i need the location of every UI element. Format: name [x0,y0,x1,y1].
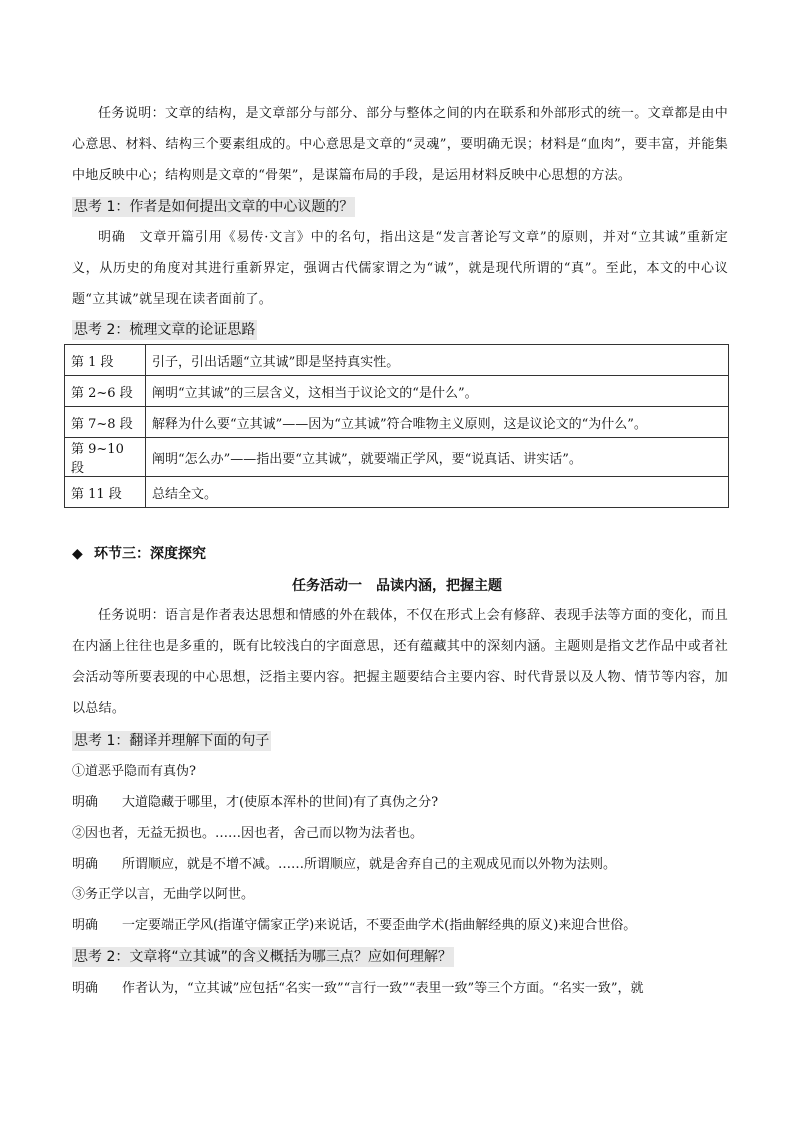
answer-line-3 [72,916,728,936]
description-cell: 阐明“立其诚”的三层含义，这相当于议论文的“是什么”。 [146,376,729,407]
argument-structure-table [64,344,729,508]
answer-text: 大道隐藏于哪里，才(使原本浑朴的世间)有了真伪之分? [122,795,439,810]
description-cell: 阐明“怎么办”——指出要“立其诚”，就要端正学风，要“说真话、讲实话”。 [146,438,729,477]
answer-label: 明确 [72,795,99,810]
section-title: 环节三：深度探究 [94,546,206,562]
answer-text: 作者认为，“立其诚”应包括“名实一致”“言行一致”“表里一致”等三个方面。“名实一致”，就 [122,981,644,996]
answer-text: 一定要端正学风(指谨守儒家正学)来说话，不要歪曲学术(指曲解经典的原义)来迎合世俗。 [122,918,637,933]
description-cell: 引子，引出话题“立其诚”即是坚持真实性。 [146,345,729,376]
diamond-bullet-icon: ◆ [72,546,83,562]
section-heading [72,543,206,563]
description-cell: 总结全文。 [146,477,729,508]
think-question-2: 思考 2：梳理文章的论证思路 [74,322,256,338]
segment-cell: 第 11 段 [65,477,146,508]
answer-line-1 [72,793,728,813]
answer-label: 明确 [72,981,99,996]
sentence-3: ③务正学以言，无曲学以阿世。 [72,887,255,902]
task-description-paragraph-2: 任务说明：语言是作者表达思想和情感的外在载体，不仅在形式上会有修辞、表现手法等方面的变化，而且在内涵上往往也是多重的，既有比较浅白的字面意思，还有蕴藏其中的深刻内涵。主题则是指文艺作品中或者社会活动等所要表现的中心思想，泛指主要内容。把握主题要结合主要内容、时代背景以及人物、情节等内容，加以总结。 [72,608,728,716]
answer-line-4 [72,979,728,999]
table-row [65,407,729,438]
segment-cell: 第 7~8 段 [65,407,146,438]
task-description-paragraph: 任务说明：文章的结构，是文章部分与部分、部分与整体之间的内在联系和外部形式的统一。文章都是由中心意思、材料、结构三个要素组成的。中心意思是文章的“灵魂”，要明确无误；材料是“血肉”，要丰富，并能集中地反映中心；结构则是文章的“骨架”，是谋篇布局的手段，是运用材料反映中心思想的方法。 [72,106,728,183]
table-row [65,438,729,477]
think-question-4: 思考 2：文章将“立其诚”的含义概括为哪三点？应如何理解？ [74,949,452,965]
sentence-1: ①道恶乎隐而有真伪? [72,764,196,779]
sentence-2: ②因也者，无益无损也。……因也者，舍己而以物为法者也。 [72,826,424,841]
answer-label: 明确 [72,857,99,872]
table-row [65,345,729,376]
activity-title: 任务活动一 品读内涵，把握主题 [292,578,502,594]
answer-label: 明确 [72,918,99,933]
description-cell: 解释为什么要“立其诚”——因为“立其诚”符合唯物主义原则，这是议论文的“为什么”。 [146,407,729,438]
table-row [65,376,729,407]
answer-text: 所谓顺应，就是不增不减。……所谓顺应，就是舍弃自己的主观成见而以外物为法则。 [122,857,617,872]
table-row [65,477,729,508]
think-question-3: 思考 1：翻译并理解下面的句子 [74,733,270,749]
segment-cell: 第 2~6 段 [65,376,146,407]
think-answer-1: 明确 文章开篇引用《易传·文言》中的名句，指出这是“发言著论写文章”的原则，并对“立其诚”重新定义，从历史的角度对其进行重新界定，强调古代儒家谓之为“诚”，就是现代所谓的“真”。至此，本文的中心议题“立其诚”就呈现在读者面前了。 [72,230,728,307]
answer-line-2 [72,855,728,875]
segment-cell: 第 1 段 [65,345,146,376]
think-question-1: 思考 1：作者是如何提出文章的中心议题的？ [74,199,354,215]
segment-cell: 第 9~10 段 [65,438,146,477]
